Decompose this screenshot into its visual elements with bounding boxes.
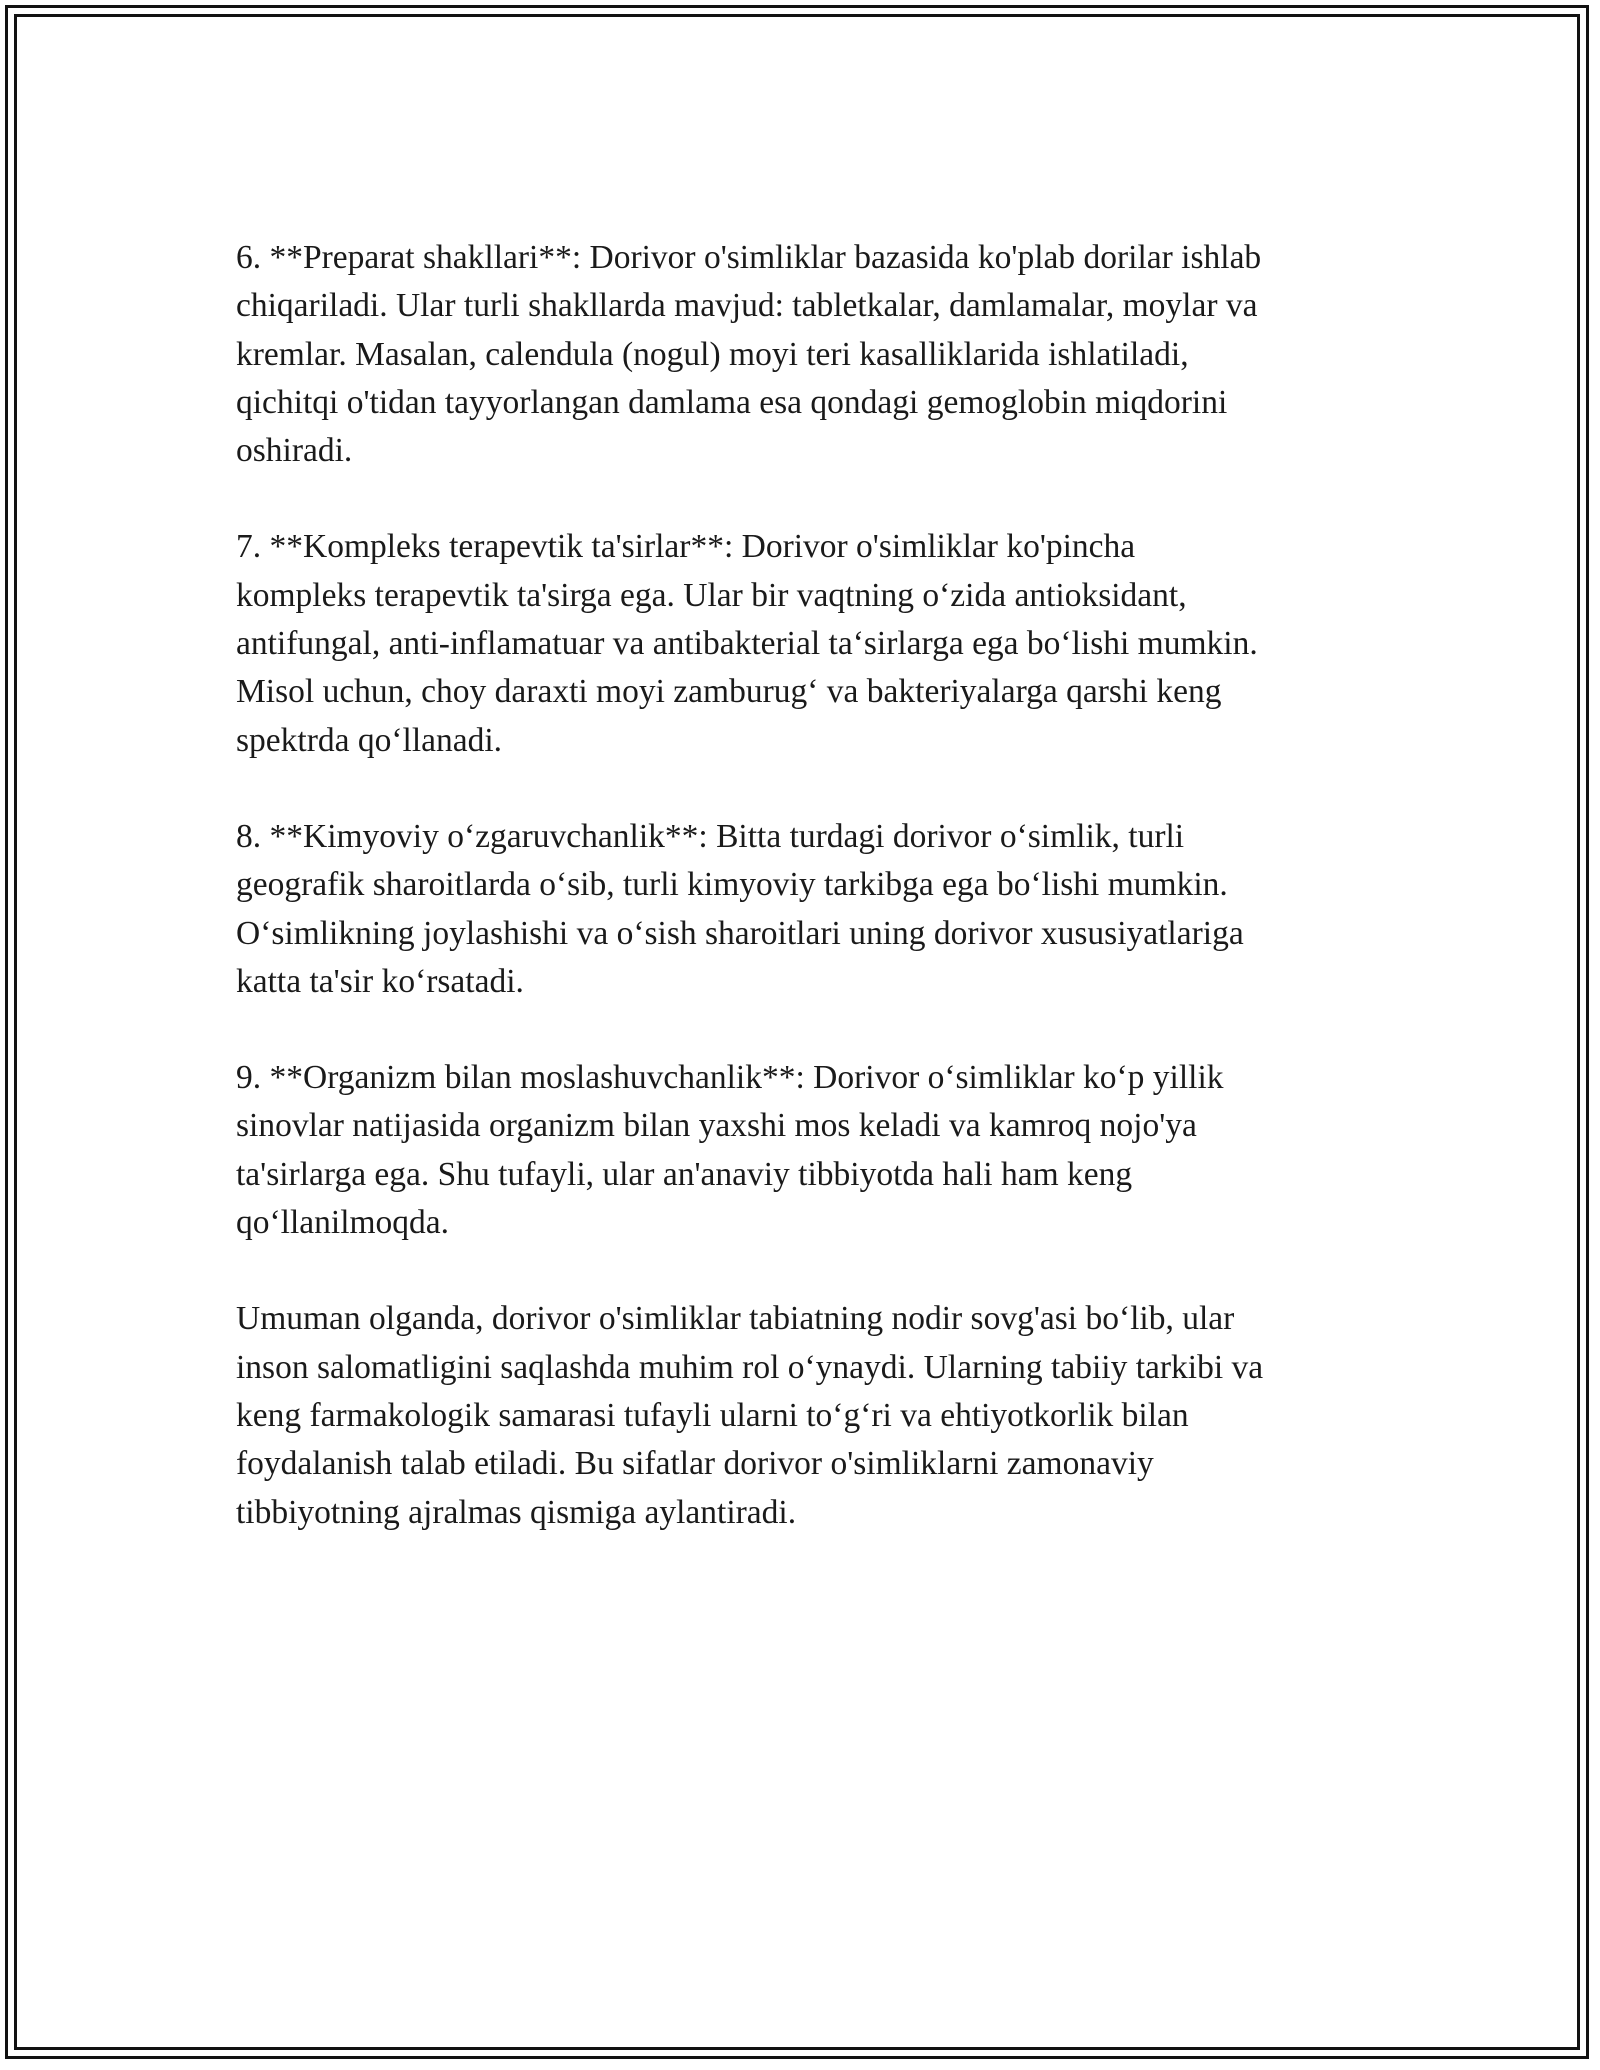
paragraph-kompleks-terapevtik: 7. **Kompleks terapevtik ta'sirlar**: Dorivor o'simliklar ko'pincha kompleks terapevtik ta'sirga ega. Ular bir vaqtning o‘zida antioksidant, antifungal, anti-inflamatuar va antibakterial ta‘sirlarga ega bo‘lishi mumkin. Misol uchun, choy daraxti moyi zamburug‘ va bakteriyalarga qarshi keng spektrda qo‘llanadi. xyxy=(236,528,1258,759)
paragraph-organizm-moslashuvchanlik: 9. **Organizm bilan moslashuvchanlik**: Dorivor o‘simliklar ko‘p yillik sinovlar natijasida organizm bilan yaxshi mos keladi va kamroq nojo'ya ta'sirlarga ega. Shu tufayli, ular an'anaviy tibbiyotda hali ham keng qo‘llanilmoqda. xyxy=(236,1059,1224,1242)
paragraph-kimyoviy-ozgaruvchanlik: 8. **Kimyoviy o‘zgaruvchanlik**: Bitta turdagi dorivor o‘simlik, turli geografik sharoitlarda o‘sib, turli kimyoviy tarkibga ega bo‘lishi mumkin. O‘simlikning joylashishi va o‘sish sharoitlari uning dorivor xususiyatlariga katta ta'sir ko‘rsatadi. xyxy=(236,817,1244,1000)
paragraph-preparat-shakllari: 6. **Preparat shakllari**: Dorivor o'simliklar bazasida ko'plab dorilar ishlab chiqariladi. Ular turli shakllarda mavjud: tabletkalar, damlamalar, moylar va kremlar. Masalan, calendula (nogul) moyi teri kasalliklarida ishlatiladi, qichitqi o'tidan tayyorlangan damlama esa qondagi gemoglobin miqdorini oshiradi. xyxy=(236,239,1262,470)
paragraph-conclusion: Umuman olganda, dorivor o'simliklar tabiatning nodir sovg'asi bo‘lib, ular inson salomatligini saqlashda muhim rol o‘ynaydi. Ularning tabiiy tarkibi va keng farmakologik samarasi tufayli ularni to‘g‘ri va ehtiyotkorlik bilan foydalanish talab etiladi. Bu sifatlar dorivor o'simliklarni zamonaviy tibbiyotning ajralmas qismiga aylantiradi. xyxy=(236,1300,1264,1531)
document-body xyxy=(236,234,1366,1585)
